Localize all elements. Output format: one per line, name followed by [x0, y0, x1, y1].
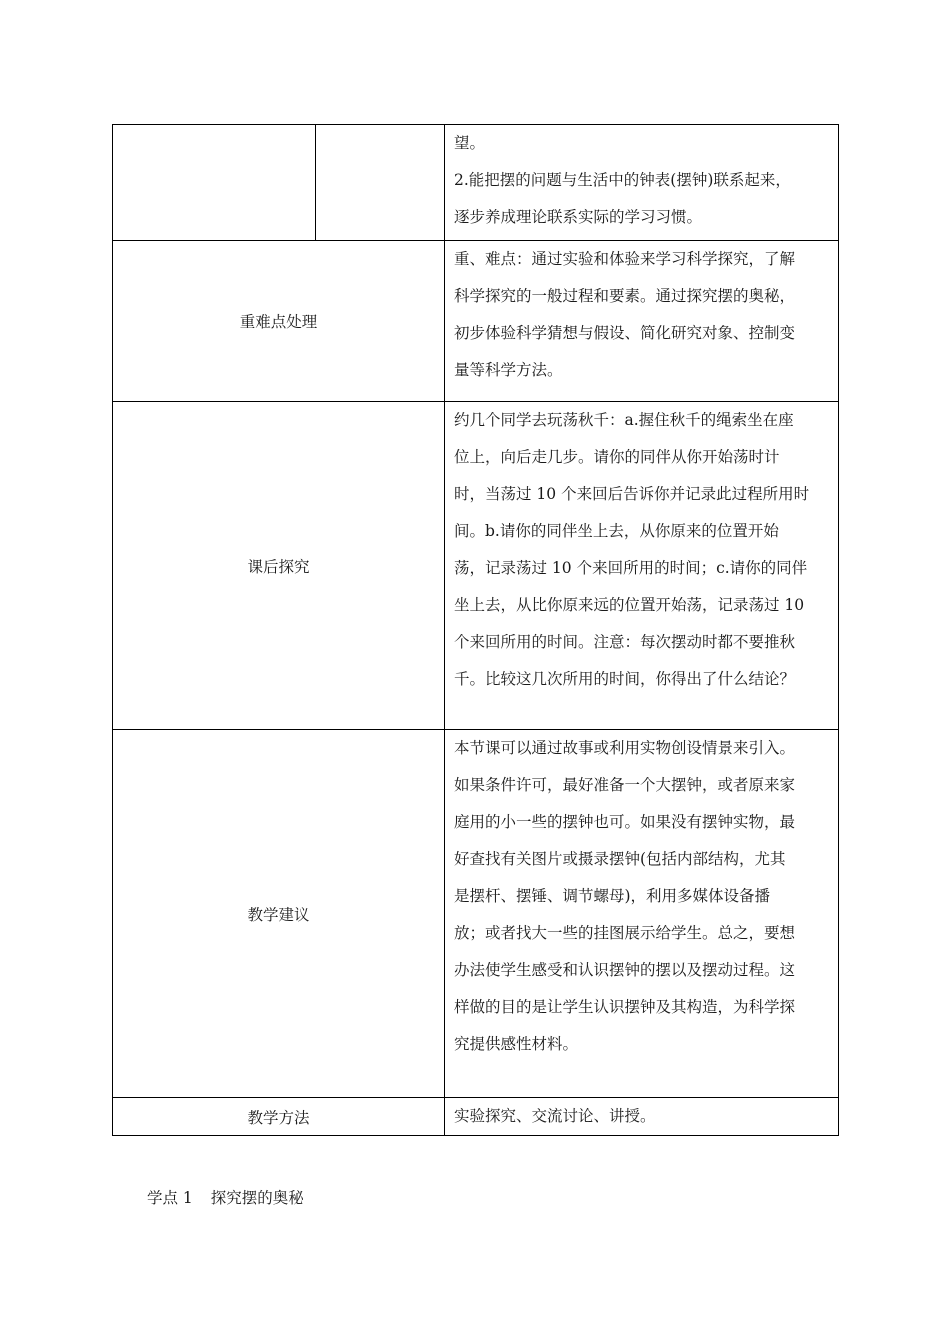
- text-line: 个来回所用的时间。注意：每次摆动时都不要推秋: [454, 633, 796, 651]
- method-label: 教学方法: [113, 1098, 445, 1136]
- text-line: 重、难点：通过实验和体验来学习科学探究，了解: [454, 250, 796, 268]
- text-line: 坐上去，从比你原来远的位置开始荡，记录荡过 10: [454, 596, 805, 614]
- text-line: 如果条件许可，最好准备一个大摆钟，或者原来家: [454, 776, 796, 794]
- table-row-after-class: [113, 402, 839, 730]
- goals-content-cell: [445, 125, 839, 241]
- suggestions-content-cell: [445, 730, 839, 1098]
- after-class-label: 课后探究: [113, 402, 445, 730]
- method-content-cell: [445, 1098, 839, 1136]
- text-line: 2.能把摆的问题与生活中的钟表(摆钟)联系起来，: [454, 171, 791, 189]
- keypoints-content-cell: [445, 241, 839, 402]
- text-line: 是摆杆、摆锤、调节螺母)，利用多媒体设备播: [454, 887, 771, 905]
- text-line: 庭用的小一些的摆钟也可。如果没有摆钟实物，最: [454, 813, 796, 831]
- text-line: 究提供感性材料。: [454, 1035, 579, 1053]
- goals-label-cell-b: [316, 125, 445, 241]
- text-line: 本节课可以通过故事或利用实物创设情景来引入。: [454, 739, 796, 757]
- table-row-method: [113, 1098, 839, 1136]
- text-line: 约几个同学去玩荡秋千：a.握住秋千的绳索坐在座: [454, 411, 794, 429]
- after-class-content-cell: [445, 402, 839, 730]
- goals-label-cell-a: [113, 125, 316, 241]
- text-line: 科学探究的一般过程和要素。通过探究摆的奥秘，: [454, 287, 796, 305]
- text-line: 千。比较这几次所用的时间，你得出了什么结论？: [454, 670, 796, 688]
- text-line: 实验探究、交流讨论、讲授。: [454, 1107, 656, 1125]
- section-heading: [147, 1186, 322, 1208]
- text-line: 位上，向后走几步。请你的同伴从你开始荡时计: [454, 448, 780, 466]
- text-line: 逐步养成理论联系实际的学习习惯。: [454, 208, 703, 226]
- text-line: 量等科学方法。: [454, 361, 563, 379]
- suggestions-label: 教学建议: [113, 730, 445, 1098]
- text-line: 望。: [454, 134, 486, 152]
- section-number: 学点 1: [147, 1189, 193, 1207]
- text-line: 样做的目的是让学生认识摆钟及其构造，为科学探: [454, 998, 796, 1016]
- text-line: 放；或者找大一些的挂图展示给学生。总之，要想: [454, 924, 796, 942]
- keypoints-label: 重难点处理: [113, 241, 445, 402]
- table-row-suggestions: [113, 730, 839, 1098]
- text-line: 办法使学生感受和认识摆钟的摆以及摆动过程。这: [454, 961, 796, 979]
- table-row-goals: [113, 125, 839, 241]
- text-line: 初步体验科学猜想与假设、简化研究对象、控制变: [454, 324, 796, 342]
- text-line: 间。b.请你的同伴坐上去，从你原来的位置开始: [454, 522, 779, 540]
- text-line: 好查找有关图片或摄录摆钟(包括内部结构，尤其: [454, 850, 786, 868]
- section-title: 探究摆的奥秘: [210, 1189, 304, 1207]
- lesson-plan-table: [112, 124, 839, 1136]
- text-line: 时，当荡过 10 个来回后告诉你并记录此过程所用时: [454, 485, 810, 503]
- table-row-keypoints: [113, 241, 839, 402]
- text-line: 荡，记录荡过 10 个来回所用的时间；c.请你的同伴: [454, 559, 808, 577]
